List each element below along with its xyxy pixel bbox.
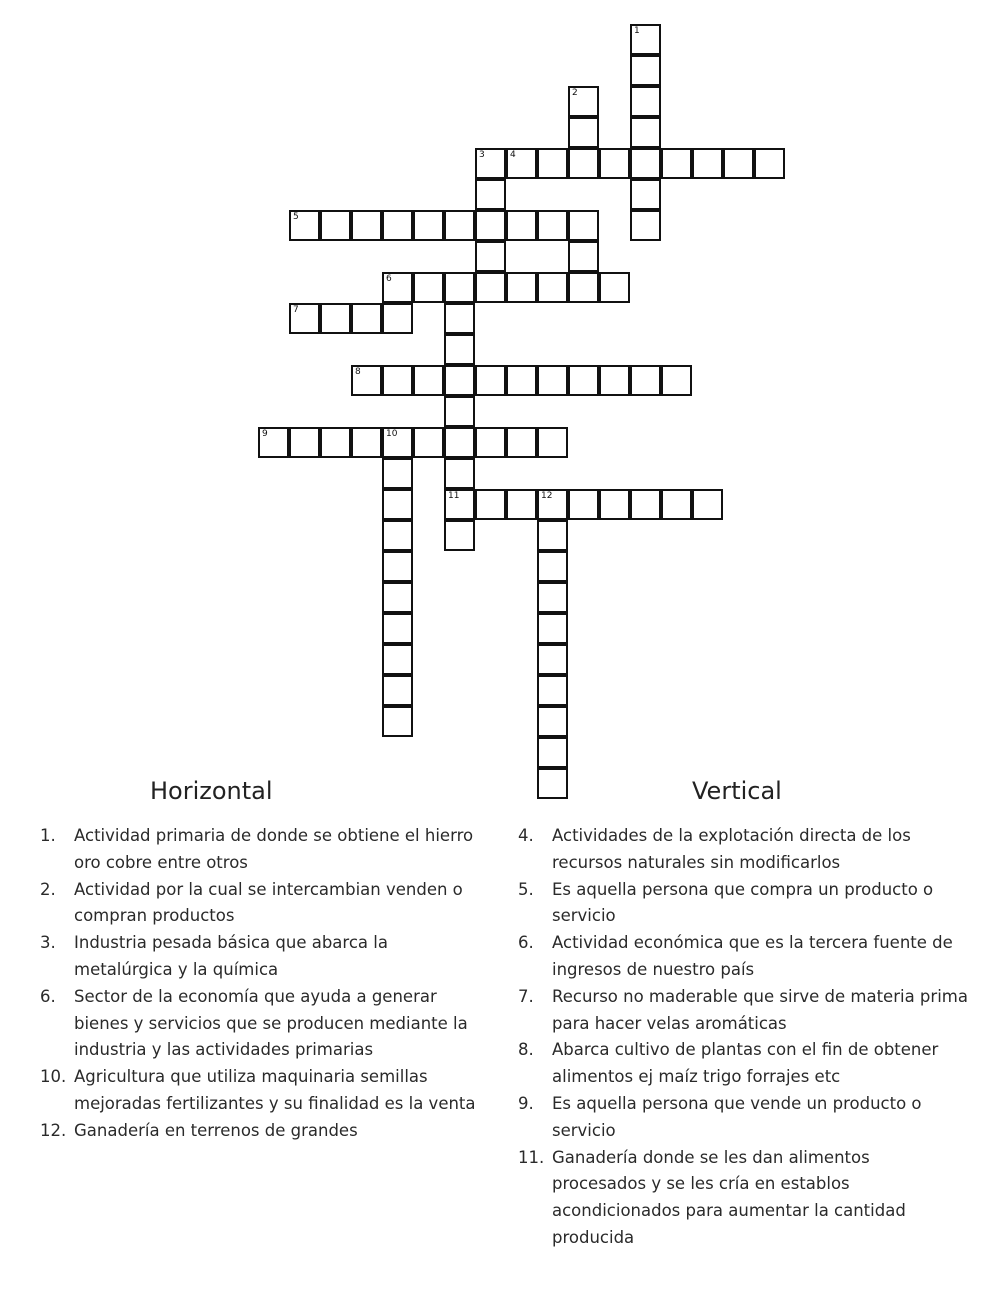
crossword-cell[interactable] bbox=[444, 458, 475, 489]
clue-text: Recurso no maderable que sirve de materia prima para hacer velas aromáticas bbox=[552, 986, 968, 1033]
crossword-cell[interactable] bbox=[568, 489, 599, 520]
crossword-cell[interactable] bbox=[475, 365, 506, 396]
clue-item bbox=[518, 823, 968, 877]
crossword-cell[interactable] bbox=[289, 210, 320, 241]
crossword-cell[interactable] bbox=[382, 365, 413, 396]
clue-number: 6. bbox=[518, 933, 534, 953]
crossword-cell[interactable] bbox=[475, 241, 506, 272]
clue-item bbox=[40, 984, 480, 1064]
crossword-cell[interactable] bbox=[568, 117, 599, 148]
crossword-cell[interactable] bbox=[692, 148, 723, 179]
horizontal-clue-list bbox=[40, 823, 480, 1145]
crossword-cell[interactable] bbox=[692, 489, 723, 520]
crossword-cell[interactable] bbox=[475, 489, 506, 520]
crossword-cell[interactable] bbox=[444, 489, 475, 520]
crossword-cell[interactable] bbox=[537, 365, 568, 396]
crossword-cell[interactable] bbox=[506, 365, 537, 396]
clue-text: Actividad económica que es la tercera fuente de ingresos de nuestro país bbox=[552, 933, 953, 979]
crossword-cell[interactable] bbox=[382, 272, 413, 303]
crossword-cell[interactable] bbox=[568, 210, 599, 241]
crossword-cell[interactable] bbox=[537, 210, 568, 241]
clue-number: 12. bbox=[40, 1120, 67, 1140]
crossword-cell[interactable] bbox=[630, 365, 661, 396]
crossword-cell[interactable] bbox=[258, 427, 289, 458]
crossword-cell[interactable] bbox=[568, 241, 599, 272]
crossword-cell[interactable] bbox=[599, 272, 630, 303]
clue-item bbox=[518, 930, 968, 984]
crossword-cell[interactable] bbox=[568, 272, 599, 303]
cell-number: 11 bbox=[448, 491, 460, 501]
crossword-cell[interactable] bbox=[537, 644, 568, 675]
clue-text: Industria pesada básica que abarca la metalúrgica y la química bbox=[74, 933, 388, 979]
crossword-cell[interactable] bbox=[320, 210, 351, 241]
cell-number: 6 bbox=[386, 274, 392, 284]
crossword-cell[interactable] bbox=[599, 148, 630, 179]
clue-text: Actividad primaria de donde se obtiene el hierro oro cobre entre otros bbox=[74, 826, 474, 872]
clue-text: Ganadería donde se les dan alimentos procesados y se les cría en establos acondicionados para aumentar la cantidad producida bbox=[552, 1147, 906, 1247]
clue-number: 8. bbox=[518, 1040, 534, 1060]
crossword-cell[interactable] bbox=[506, 427, 537, 458]
crossword-cell[interactable] bbox=[599, 489, 630, 520]
crossword-cell[interactable] bbox=[382, 303, 413, 334]
crossword-cell[interactable] bbox=[382, 613, 413, 644]
cell-number: 1 bbox=[634, 26, 640, 36]
crossword-cell[interactable] bbox=[475, 179, 506, 210]
crossword-cell[interactable] bbox=[506, 210, 537, 241]
cell-number: 10 bbox=[386, 429, 398, 439]
clue-item bbox=[40, 1118, 480, 1145]
clue-item bbox=[40, 877, 480, 931]
crossword-cell[interactable] bbox=[382, 520, 413, 551]
crossword-cell[interactable] bbox=[351, 303, 382, 334]
horizontal-title: Horizontal bbox=[150, 777, 273, 805]
crossword-cell[interactable] bbox=[568, 148, 599, 179]
crossword-cell[interactable] bbox=[413, 272, 444, 303]
crossword-cell[interactable] bbox=[289, 427, 320, 458]
crossword-cell[interactable] bbox=[320, 427, 351, 458]
crossword-cell[interactable] bbox=[444, 396, 475, 427]
clue-item bbox=[518, 1091, 968, 1145]
vertical-title: Vertical bbox=[692, 777, 782, 805]
clue-number: 1. bbox=[40, 826, 56, 845]
crossword-cell[interactable] bbox=[444, 210, 475, 241]
crossword-cell[interactable] bbox=[537, 613, 568, 644]
crossword-cell[interactable] bbox=[630, 148, 661, 179]
clue-text: Agricultura que utiliza maquinaria semillas mejoradas fertilizantes y su finalidad es la venta bbox=[74, 1067, 476, 1113]
clue-item bbox=[518, 877, 968, 931]
cell-number: 5 bbox=[293, 212, 299, 222]
clue-text: Sector de la economía que ayuda a generar bienes y servicios que se producen mediante la industria y las actividades primarias bbox=[74, 986, 468, 1060]
crossword-cell[interactable] bbox=[289, 303, 320, 334]
cell-number: 8 bbox=[355, 367, 361, 377]
crossword-cell[interactable] bbox=[630, 24, 661, 55]
crossword-cell[interactable] bbox=[661, 489, 692, 520]
crossword-cell[interactable] bbox=[506, 148, 537, 179]
clue-number: 4. bbox=[518, 826, 534, 845]
clue-text: Abarca cultivo de plantas con el fin de obtener alimentos ej maíz trigo forrajes etc bbox=[552, 1040, 939, 1087]
clue-item bbox=[40, 1064, 480, 1118]
crossword-cell[interactable] bbox=[537, 675, 568, 706]
crossword-cell[interactable] bbox=[568, 365, 599, 396]
crossword-cell[interactable] bbox=[475, 427, 506, 458]
clue-number: 2. bbox=[40, 879, 56, 899]
crossword-cell[interactable] bbox=[382, 427, 413, 458]
cell-number: 9 bbox=[262, 429, 268, 439]
clue-text: Actividades de la explotación directa de los recursos naturales sin modificarlos bbox=[552, 826, 911, 872]
crossword-cell[interactable] bbox=[382, 551, 413, 582]
crossword-cell[interactable] bbox=[661, 148, 692, 179]
crossword-cell[interactable] bbox=[413, 365, 444, 396]
crossword-cell[interactable] bbox=[444, 334, 475, 365]
crossword-cell[interactable] bbox=[568, 86, 599, 117]
crossword-cell[interactable] bbox=[537, 706, 568, 737]
crossword-cell[interactable] bbox=[537, 582, 568, 613]
clue-number: 9. bbox=[518, 1093, 534, 1113]
crossword-cell[interactable] bbox=[630, 117, 661, 148]
crossword-cell[interactable] bbox=[351, 210, 382, 241]
crossword-cell[interactable] bbox=[413, 427, 444, 458]
crossword-cell[interactable] bbox=[630, 210, 661, 241]
cell-number: 12 bbox=[541, 491, 553, 501]
crossword-cell[interactable] bbox=[630, 489, 661, 520]
crossword-cell[interactable] bbox=[599, 365, 630, 396]
cell-number: 2 bbox=[572, 88, 578, 98]
cell-number: 3 bbox=[479, 150, 485, 160]
crossword-cell[interactable] bbox=[537, 737, 568, 768]
crossword-cell[interactable] bbox=[444, 520, 475, 551]
crossword-cell[interactable] bbox=[351, 365, 382, 396]
crossword-cell[interactable] bbox=[320, 303, 351, 334]
clue-item bbox=[518, 1037, 968, 1091]
crossword-cell[interactable] bbox=[537, 148, 568, 179]
clue-text: Es aquella persona que compra un producto o servicio bbox=[552, 879, 934, 926]
crossword-cell[interactable] bbox=[661, 365, 692, 396]
clue-text: Ganadería en terrenos de grandes bbox=[74, 1120, 358, 1140]
crossword-cell[interactable] bbox=[382, 210, 413, 241]
clue-item bbox=[518, 984, 968, 1038]
crossword-cell[interactable] bbox=[537, 427, 568, 458]
clue-item bbox=[40, 930, 480, 984]
crossword-cell[interactable] bbox=[382, 644, 413, 675]
crossword-cell[interactable] bbox=[444, 272, 475, 303]
crossword-cell[interactable] bbox=[537, 489, 568, 520]
crossword-cell[interactable] bbox=[444, 303, 475, 334]
clue-item bbox=[40, 823, 480, 877]
crossword-cell[interactable] bbox=[537, 520, 568, 551]
crossword-cell[interactable] bbox=[475, 148, 506, 179]
clue-item bbox=[518, 1145, 968, 1252]
crossword-cell[interactable] bbox=[506, 489, 537, 520]
crossword-cell[interactable] bbox=[537, 768, 568, 799]
cell-number: 4 bbox=[510, 150, 516, 160]
clue-text: Actividad por la cual se intercambian venden o compran productos bbox=[74, 879, 463, 926]
crossword-cell[interactable] bbox=[382, 489, 413, 520]
crossword-cell[interactable] bbox=[630, 55, 661, 86]
crossword-cell[interactable] bbox=[723, 148, 754, 179]
crossword-cell[interactable] bbox=[630, 179, 661, 210]
cell-number: 7 bbox=[293, 305, 299, 315]
crossword-cell[interactable] bbox=[413, 210, 444, 241]
clue-number: 6. bbox=[40, 986, 56, 1006]
crossword-cell[interactable] bbox=[382, 706, 413, 737]
vertical-clue-list bbox=[518, 823, 968, 1252]
crossword-cell[interactable] bbox=[537, 551, 568, 582]
crossword-cell[interactable] bbox=[754, 148, 785, 179]
crossword-cell[interactable] bbox=[506, 272, 537, 303]
crossword-cell[interactable] bbox=[444, 365, 475, 396]
clue-number: 10. bbox=[40, 1067, 67, 1087]
clue-number: 11. bbox=[518, 1147, 545, 1167]
crossword-cell[interactable] bbox=[351, 427, 382, 458]
crossword-cell[interactable] bbox=[444, 427, 475, 458]
clue-text: Es aquella persona que vende un producto o servicio bbox=[552, 1093, 922, 1140]
clue-number: 5. bbox=[518, 879, 534, 899]
crossword-cell[interactable] bbox=[475, 210, 506, 241]
crossword-cell[interactable] bbox=[382, 675, 413, 706]
clue-number: 3. bbox=[40, 933, 56, 953]
crossword-cell[interactable] bbox=[382, 582, 413, 613]
clue-number: 7. bbox=[518, 986, 534, 1006]
crossword-cell[interactable] bbox=[630, 86, 661, 117]
crossword-cell[interactable] bbox=[382, 458, 413, 489]
crossword-cell[interactable] bbox=[537, 272, 568, 303]
crossword-cell[interactable] bbox=[475, 272, 506, 303]
